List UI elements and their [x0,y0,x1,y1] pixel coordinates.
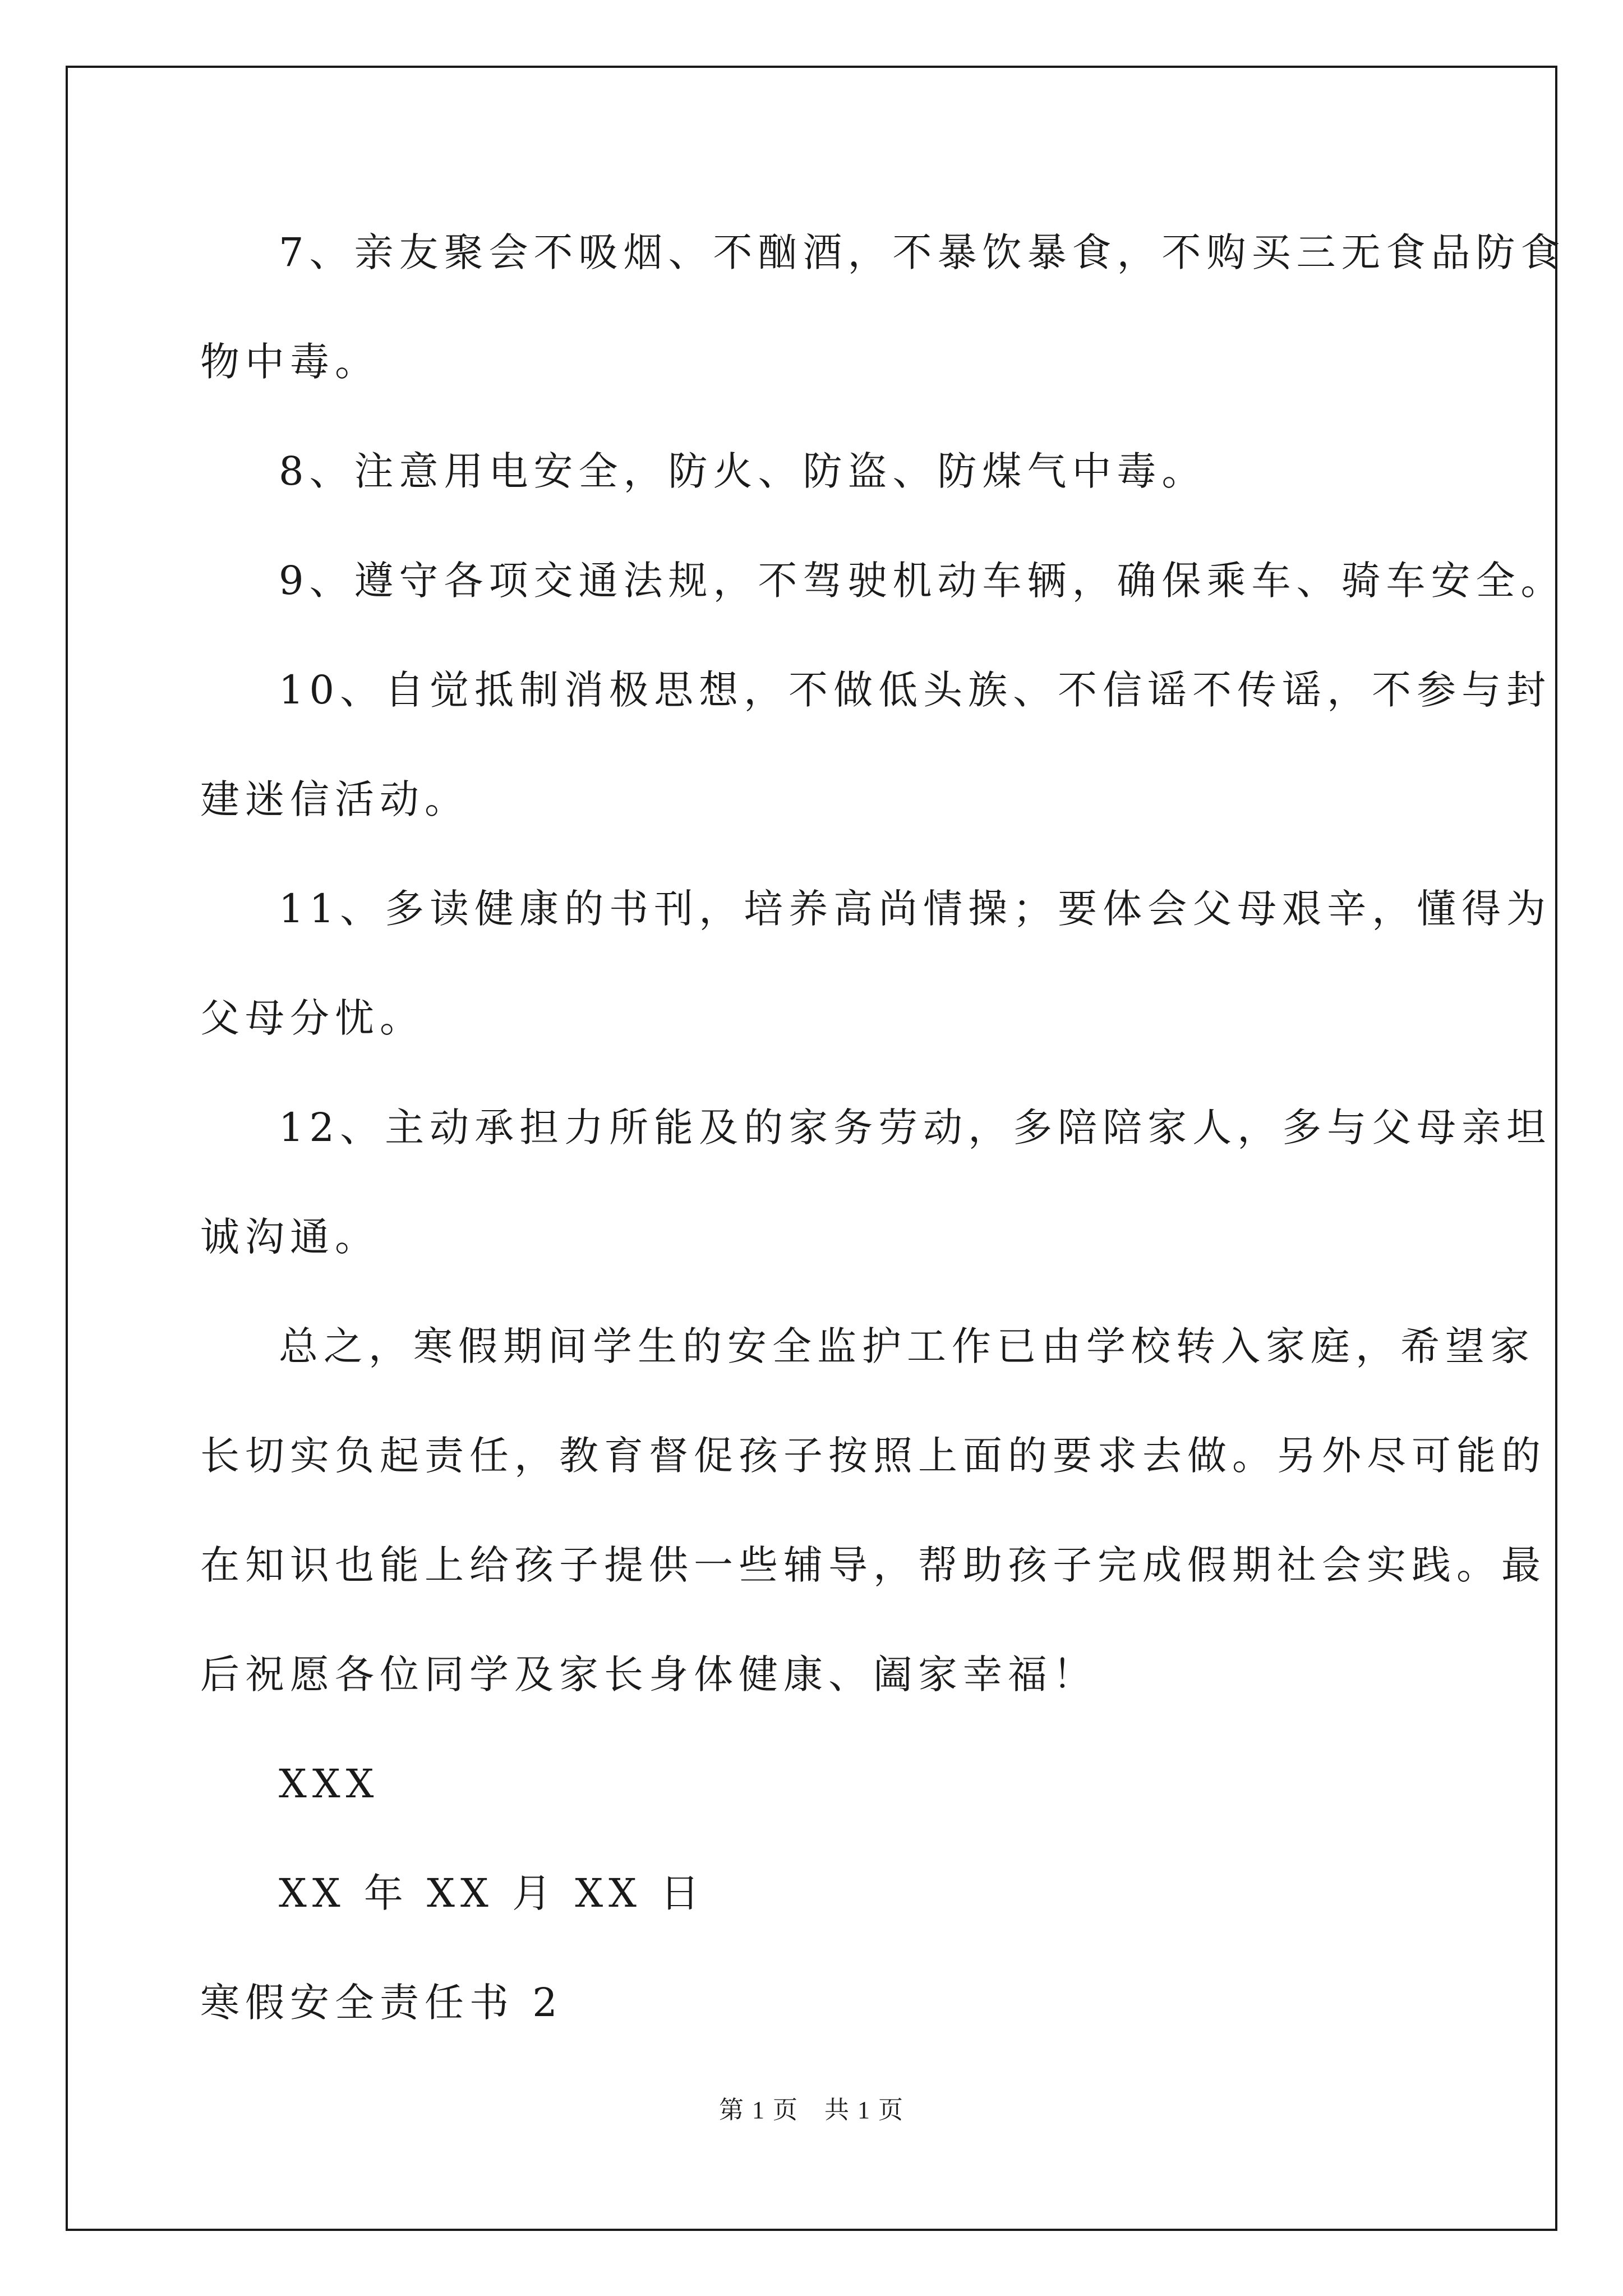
date-line: XX 年 XX 月 XX 日 [279,1870,706,1916]
section-title: 寒假安全责任书 2 [200,1980,563,2026]
paragraph-line: 8、注意用电安全，防火、防盗、防煤气中毒。 [279,448,1207,494]
paragraph-line: 后祝愿各位同学及家长身体健康、阖家幸福！ [200,1651,1098,1697]
paragraph-line: 物中毒。 [200,339,380,385]
page-footer: 第 1 页 共 1 页 [719,2096,904,2124]
paragraph-line: 总之，寒假期间学生的安全监护工作已由学校转入家庭，希望家 [279,1323,1535,1369]
paragraph-line: 长切实负起责任，教育督促孩子按照上面的要求去做。另外尽可能的 [200,1433,1546,1479]
paragraph-line: 11、多读健康的书刊，培养高尚情操；要体会父母艰辛，懂得为 [279,886,1552,932]
signature-line: XXX [279,1761,380,1807]
paragraph-line: 12、主动承担力所能及的家务劳动，多陪陪家人，多与父母亲坦 [279,1105,1552,1151]
paragraph-line: 父母分忧。 [200,995,425,1041]
paragraph-line: 诚沟通。 [200,1214,380,1260]
paragraph-line: 在知识也能上给孩子提供一些辅导，帮助孩子完成假期社会实践。最 [200,1542,1546,1588]
paragraph-line: 10、自觉抵制消极思想，不做低头族、不信谣不传谣，不参与封 [279,667,1552,713]
paragraph-line: 7、亲友聚会不吸烟、不酗酒，不暴饮暴食，不购买三无食品防食 [279,229,1566,275]
paragraph-line: 9、遵守各项交通法规，不驾驶机动车辆，确保乘车、骑车安全。 [279,558,1566,604]
paragraph-line: 建迷信活动。 [200,776,469,822]
